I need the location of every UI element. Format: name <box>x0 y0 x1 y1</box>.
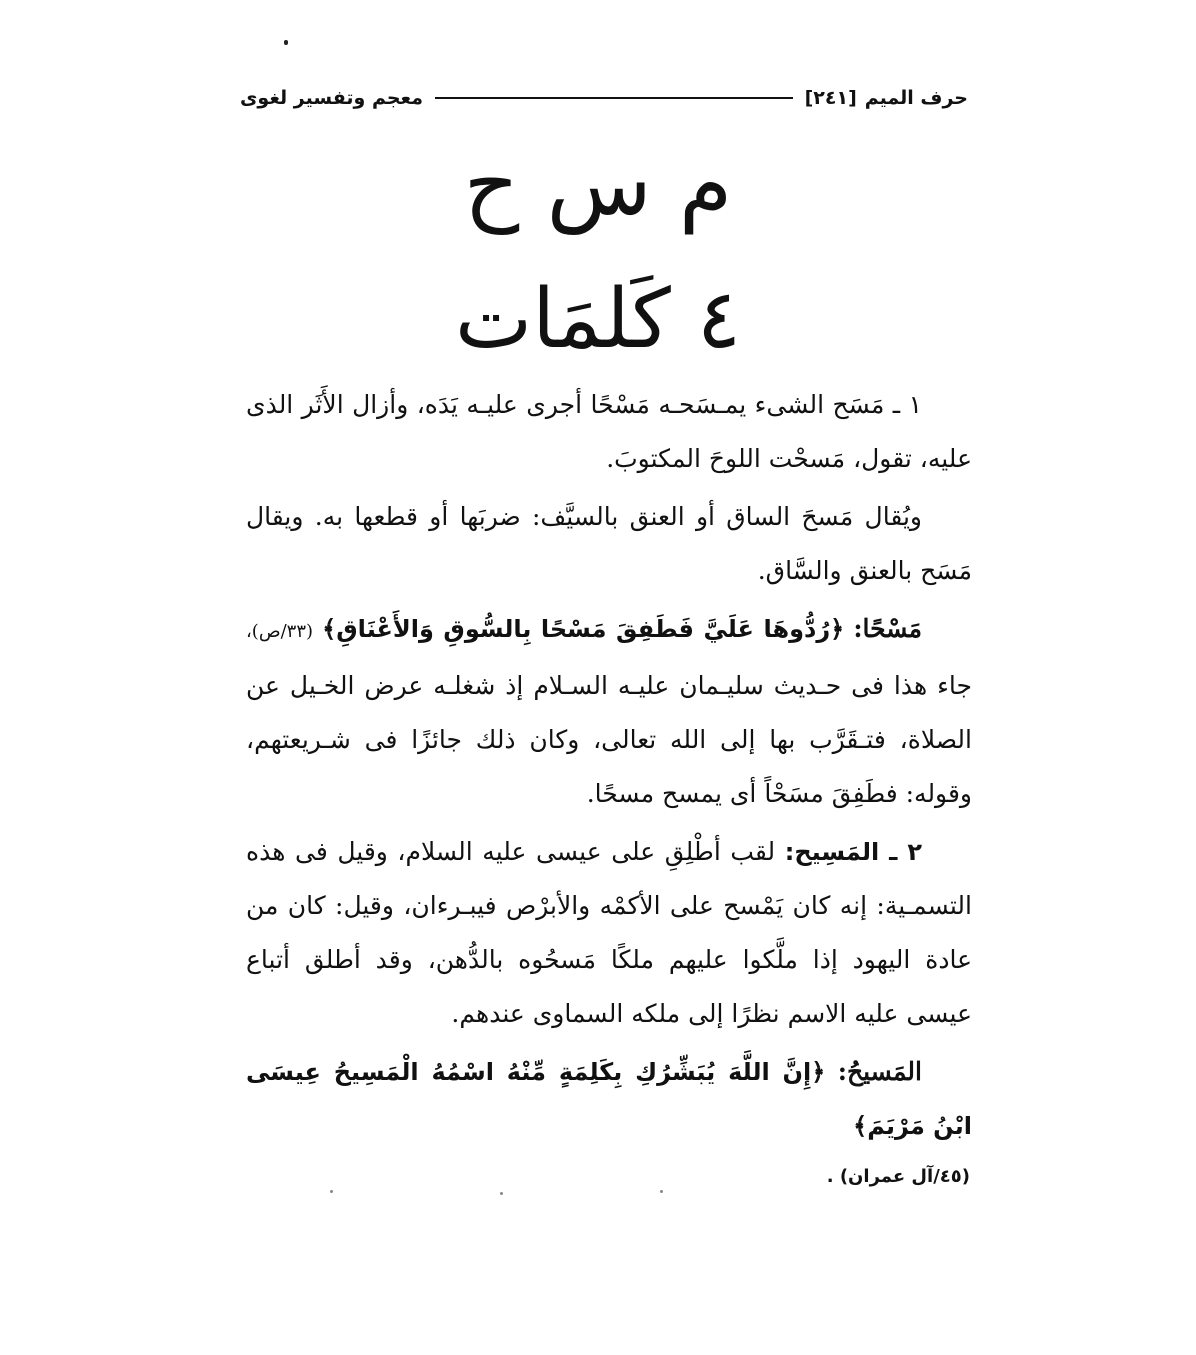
quran-verse-sad: ﴿رُدُّوهَا عَلَيَّ فَطَفِقَ مَسْحًا بِالسُّوقِ وَالأَعْنَاقِ﴾ <box>322 615 845 643</box>
entry-body <box>246 378 972 1157</box>
paragraph-1: ١ ـ مَسَح الشىء يمـسَحـه مَسْحًا أجرى عليـه يَدَه، وأزال الأَثَر الذى عليه، تقول، مَسحْت اللوحَ المكتوبَ. <box>246 390 972 473</box>
paragraph-3-text: جاء هذا فى حـديث سليـمان عليـه السـلام إذ شغلـه عرض الخـيل عن الصلاة، فتـقَرَّب بها إلى الله تعالى، وكان ذلك جائزًا فى شـريعتهم، وقوله: فطَفِقَ مسَحْاً أى يمسح مسحًا. <box>246 671 972 808</box>
scan-dot <box>660 1190 663 1193</box>
scan-speck <box>284 40 288 45</box>
paragraph-5 <box>246 1045 972 1153</box>
header-book-title: معجم وتفسير لغوى <box>240 87 424 109</box>
headword-mashan: مَسْحًا: <box>853 614 923 643</box>
paragraph-4-text: لقب أطْلِقِ على عيسى عليه السلام، وقيل فى هذه التسمـية: إنه كان يَمْسح على الأكمْه والأبرْص فيبـرءان، وقيل: كان من عادة اليهود إذا ملَّكوا عليهم ملكًا مَسحُوه بالدُّهن، وقد أطلق أتباع عيسى عليه الاسم نظرًا إلى ملكه السماوى عندهم. <box>246 837 972 1028</box>
paragraph-3 <box>246 602 972 821</box>
quran-verse-al-imran: ﴿إِنَّ اللَّهَ يُبَشِّرُكِ بِكَلِمَةٍ مِّنْهُ اسْمُهُ الْمَسِيحُ عِيسَى ابْنُ مَرْيَمَ﴾ <box>246 1058 972 1140</box>
header-rule <box>435 97 793 99</box>
header-section-group <box>805 87 968 109</box>
verse-reference-sad: (٣٣/ص)، <box>246 621 314 642</box>
headword-al-masihu: المَسيحُ: <box>837 1057 922 1086</box>
scan-dot <box>330 1190 333 1193</box>
root-letters-title: م س ح <box>463 135 733 235</box>
running-header <box>240 84 968 112</box>
paragraph-4 <box>246 825 972 1041</box>
header-page-number: [٢٤١] <box>804 87 857 109</box>
scan-dot <box>500 1192 503 1195</box>
headword-al-masih: ٢ ـ المَسِيح: <box>784 838 922 866</box>
header-section-title: حرف الميم <box>864 87 968 109</box>
verse-citation: (٤٥/آل عمران) . <box>826 1166 970 1187</box>
paragraph-2: ويُقال مَسحَ الساق أو العنق بالسيَّف: ضربَها أو قطعها به. ويقال مَسَح بالعنق والسَّاق. <box>246 502 972 585</box>
word-count-title: ٤ كَلمَات <box>455 272 741 367</box>
